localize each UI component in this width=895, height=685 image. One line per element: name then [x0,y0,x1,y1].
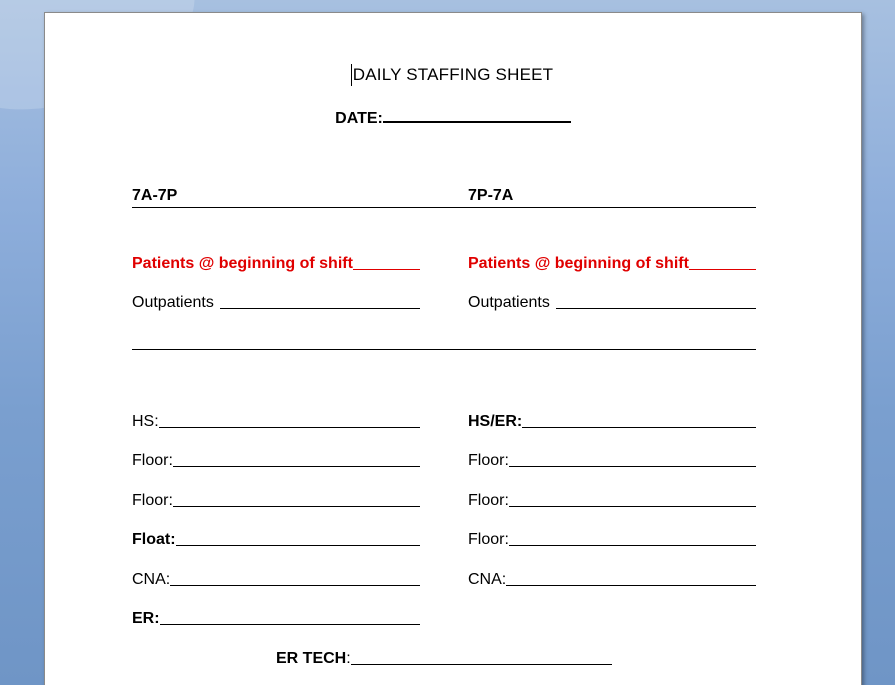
left-er-label: ER: [132,610,160,627]
document-title [353,65,553,85]
document-title-text: DAILY STAFFING SHEET [352,65,554,84]
right-floor3-line [509,544,756,546]
right-patients-field [468,253,756,273]
text-cursor [351,64,352,86]
left-hs-field [132,411,420,431]
er-tech-label: ER TECH [276,650,347,667]
left-cna-label: CNA: [132,571,171,588]
left-patients-field [132,253,420,273]
shift-day-label: 7A-7P [132,187,178,204]
right-outpatients-label: Outpatients [468,294,550,311]
right-cna-field [468,569,756,589]
right-cna-label: CNA: [468,571,507,588]
right-floor1-label: Floor: [468,452,509,469]
right-floor2-line [509,505,756,507]
title-row [45,65,861,85]
er-tech-colon: : [346,650,351,667]
right-floor1-line [509,465,756,467]
left-hs-line [159,426,420,428]
document-page[interactable] [44,12,862,685]
date-row [45,107,861,128]
left-er-line [160,623,420,625]
left-patients-line [353,268,420,270]
er-tech-line [351,663,612,665]
right-floor1-field [468,450,756,470]
left-outpatients-label: Outpatients [132,294,214,311]
full-width-divider-line [132,349,756,350]
left-cna-field [132,569,420,589]
shift-night-label: 7P-7A [468,187,514,204]
left-cna-line [170,584,420,586]
right-patients-label: Patients @ beginning of shift [468,255,689,272]
right-cna-line [506,584,756,586]
left-hs-label: HS: [132,413,159,430]
left-floor2-label: Floor: [132,492,173,509]
left-patients-label: Patients @ beginning of shift [132,255,353,272]
right-floor2-label: Floor: [468,492,509,509]
left-outpatients-field [132,292,420,312]
right-floor3-label: Floor: [468,531,509,548]
left-floor2-line [173,505,420,507]
date-blank-line [383,107,571,123]
right-outpatients-field [468,292,756,312]
left-er-field [132,608,420,628]
right-hs-er-label: HS/ER: [468,413,523,430]
left-outpatients-line [220,307,420,309]
left-float-line [176,544,420,546]
left-floor1-field [132,450,420,470]
date-label: DATE: [335,110,383,127]
left-float-field [132,529,420,549]
left-floor1-label: Floor: [132,452,173,469]
left-float-label: Float: [132,531,176,548]
right-floor3-field [468,529,756,549]
shift-header-row [132,187,756,208]
right-floor2-field [468,490,756,510]
left-floor1-line [173,465,420,467]
er-tech-field [276,648,612,668]
right-outpatients-line [556,307,756,309]
left-floor2-field [132,490,420,510]
right-hs-er-line [522,426,756,428]
right-hs-er-field [468,411,756,431]
right-patients-line [689,268,756,270]
